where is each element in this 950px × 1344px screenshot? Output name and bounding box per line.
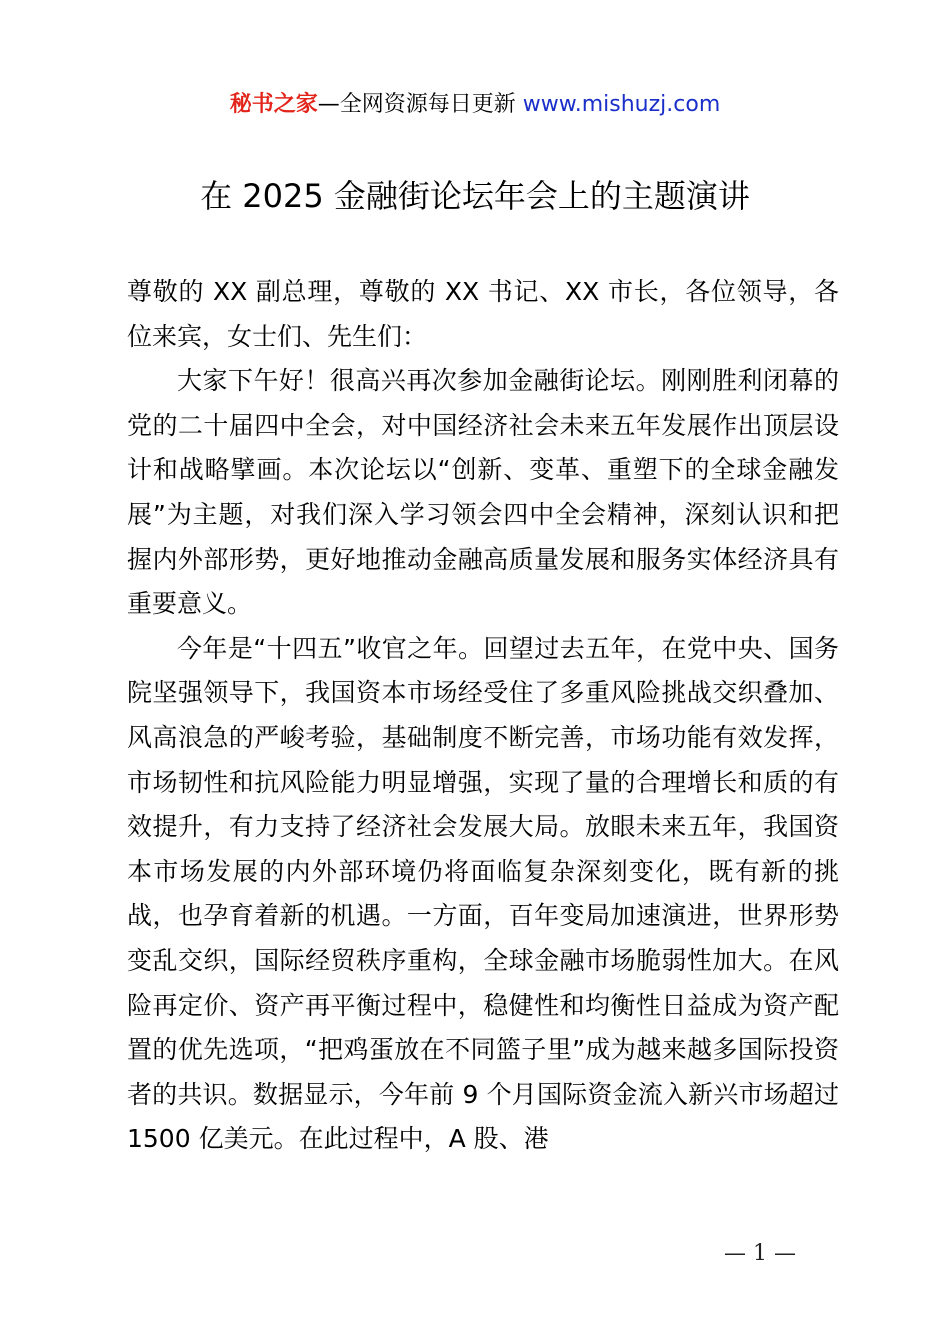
document-body [127,270,839,1162]
body-paragraph-review: 今年是“十四五”收官之年。回望过去五年，在党中央、国务院坚强领导下，我国资本市场经受住了多重风险挑战交织叠加、风高浪急的严峻考验，基础制度不断完善，市场功能有效发挥，市场韧性和抗风险能力明显增强，实现了量的合理增长和质的有效提升，有力支持了经济社会发展大局。放眼未来五年，我国资本市场发展的内外部环境仍将面临复杂深刻变化，既有新的挑战，也孕育着新的机遇。一方面，百年变局加速演进，世界形势变乱交织，国际经贸秩序重构，全球金融市场脆弱性加大。在风险再定价、资产再平衡过程中，稳健性和均衡性日益成为资产配置的优先选项，“把鸡蛋放在不同篮子里”成为越来越多国际投资者的共识。数据显示，今年前 9 个月国际资金流入新兴市场超过 1500 亿美元。在此过程中，A 股、港 [127,633,839,1154]
site-header [0,88,950,122]
document-title: 在 2025 金融街论坛年会上的主题演讲 [200,177,750,215]
site-url-link[interactable]: www.mishuzj.com [522,92,721,117]
body-paragraph-greeting: 大家下午好！很高兴再次参加金融街论坛。刚刚胜利闭幕的党的二十届四中全会，对中国经济社会未来五年发展作出顶层设计和战略擘画。本次论坛以“创新、变革、重塑下的全球金融发展”为主题，对我们深入学习领会四中全会精神，深刻认识和把握内外部形势，更好地推动金融高质量发展和服务实体经济具有重要意义。 [127,366,839,619]
salutation-paragraph: 尊敬的 XX 副总理，尊敬的 XX 书记、XX 市长，各位领导，各位来宾，女士们、先生们： [127,277,839,351]
brand-name: 秘书之家 [229,92,318,117]
header-tagline: —全网资源每日更新 [317,92,523,117]
page-number: — 1 — [724,1241,796,1266]
